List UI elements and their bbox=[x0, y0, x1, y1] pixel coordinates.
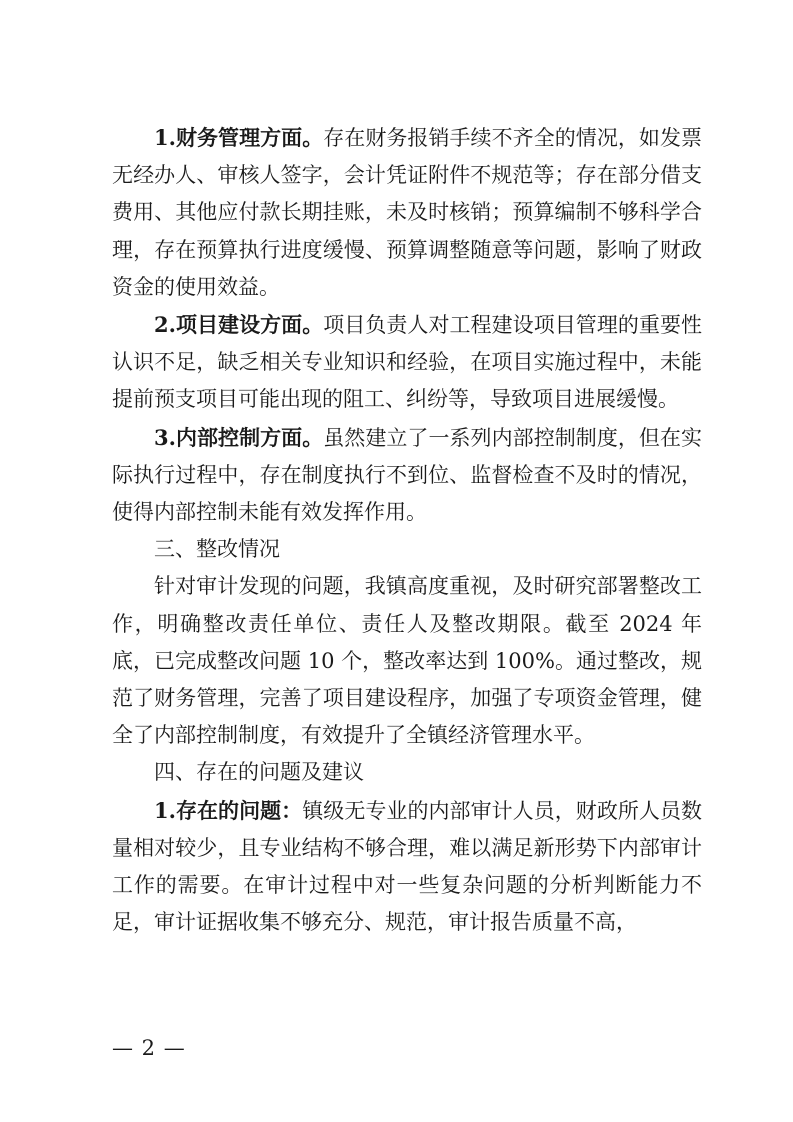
section-heading-rectification: 三、整改情况 bbox=[154, 537, 280, 562]
page-number: — 2 — bbox=[112, 1036, 186, 1060]
paragraph-text: 项目负责人对工程建设项目管理的重要性认识不足，缺乏相关专业知识和经验，在项目实施过程中，未能提前预支项目可能出现的阻工、纠纷等，导致项目进展缓慢。 bbox=[112, 313, 702, 412]
document-body bbox=[112, 119, 702, 941]
paragraph-rectification: 针对审计发现的问题，我镇高度重视，及时研究部署整改工作，明确整改责任单位、责任人及整改期限。截至 2024 年底，已完成整改问题 10 个，整改率达到 100%。通过整改，规范了财务管理，完善了项目建设程序，加强了专项资金管理，健全了内部控制制度，有效提升了全镇经济管理水平。 bbox=[112, 574, 702, 748]
paragraph-lead: 3.内部控制方面。 bbox=[154, 424, 324, 450]
paragraph-lead: 1.存在的问题： bbox=[154, 797, 303, 823]
paragraph-issues bbox=[112, 792, 702, 942]
paragraph-finance bbox=[112, 119, 702, 306]
paragraph-lead: 1.财务管理方面。 bbox=[154, 125, 324, 150]
paragraph-text: 虽然建立了一系列内部控制制度，但在实际执行过程中，存在制度执行不到位、监督检查不及时的情况，使得内部控制未能有效发挥作用。 bbox=[112, 425, 702, 525]
paragraph-project bbox=[112, 306, 702, 419]
paragraph-internal-control bbox=[112, 419, 702, 532]
section-heading-issues: 四、存在的问题及建议 bbox=[154, 760, 364, 785]
paragraph-text: 镇级无专业的内部审计人员，财政所人员数量相对较少，且专业结构不够合理，难以满足新形势下内部审计工作的需要。在审计过程中对一些复杂问题的分析判断能力不足，审计证据收集不够充分、规范，审计报告质量不高， bbox=[112, 798, 702, 935]
paragraph-text: 存在财务报销手续不齐全的情况，如发票无经办人、审核人签字，会计凭证附件不规范等；存在部分借支费用、其他应付款长期挂账，未及时核销；预算编制不够科学合理，存在预算执行进度缓慢、预算调整随意等问题，影响了财政资金的使用效益。 bbox=[112, 126, 702, 299]
paragraph-lead: 2.项目建设方面。 bbox=[154, 312, 324, 338]
